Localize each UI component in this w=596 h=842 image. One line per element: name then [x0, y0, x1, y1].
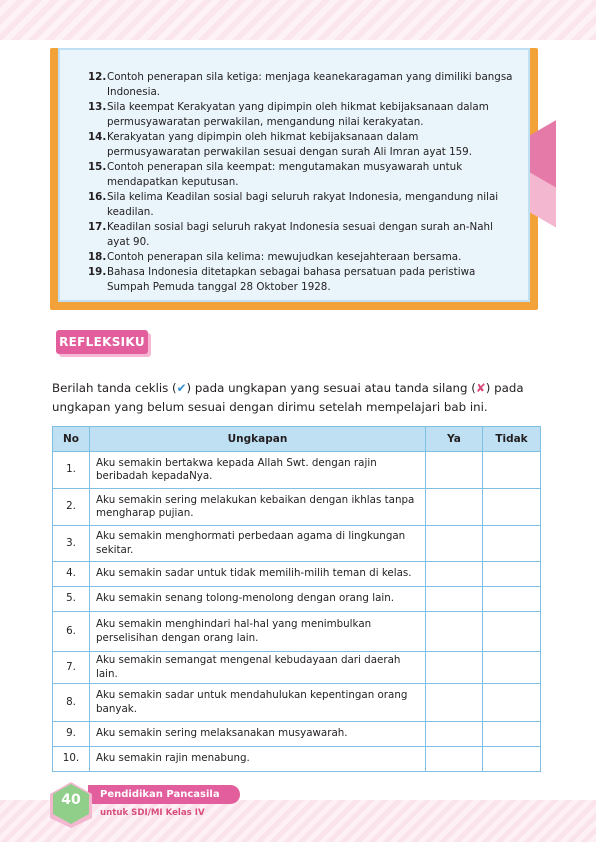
- ya-cell[interactable]: [426, 612, 483, 652]
- table-row: [53, 587, 541, 612]
- row-statement: Aku semakin rajin menabung.: [90, 747, 426, 772]
- header-ungkapan: Ungkapan: [90, 427, 426, 452]
- ya-cell[interactable]: [426, 684, 483, 722]
- table-row: [53, 562, 541, 587]
- section-label: REFLEKSIKU: [56, 330, 148, 354]
- row-number: 1.: [53, 452, 90, 489]
- header-tidak: Tidak: [483, 427, 541, 452]
- row-statement: Aku semakin bertakwa kepada Allah Swt. dengan rajin beribadah kepadaNya.: [90, 452, 426, 489]
- tidak-cell[interactable]: [483, 612, 541, 652]
- list-item: 16. Sila kelima Keadilan sosial bagi seluruh rakyat Indonesia, mengandung nilai keadilan.: [88, 191, 499, 218]
- row-number: 6.: [53, 612, 90, 652]
- list-item: 13. Sila keempat Kerakyatan yang dipimpin oleh hikmat kebijaksanaan dalam permusyawaratan perwakilan, mengandung nilai kerakyatan.: [88, 101, 489, 128]
- ya-cell[interactable]: [426, 452, 483, 489]
- tidak-cell[interactable]: [483, 452, 541, 489]
- ya-cell[interactable]: [426, 489, 483, 526]
- ya-cell[interactable]: [426, 652, 483, 684]
- row-number: 2.: [53, 489, 90, 526]
- row-statement: Aku semakin sering melaksanakan musyawarah.: [90, 722, 426, 747]
- row-number: 5.: [53, 587, 90, 612]
- row-statement: Aku semakin menghormati perbedaan agama di lingkungan sekitar.: [90, 526, 426, 562]
- summary-list: [88, 70, 513, 295]
- tidak-cell[interactable]: [483, 587, 541, 612]
- reflection-table: [52, 426, 541, 772]
- list-item: 14. Kerakyatan yang dipimpin oleh hikmat kebijaksanaan dalam permusyawaratan perwakilan sesuai dengan surah Ali Imran ayat 159.: [88, 131, 473, 158]
- book-subtitle: untuk SDI/MI Kelas IV: [100, 808, 205, 818]
- row-number: 3.: [53, 526, 90, 562]
- row-statement: Aku semakin menghindari hal-hal yang menimbulkan perselisihan dengan orang lain.: [90, 612, 426, 652]
- tidak-cell[interactable]: [483, 722, 541, 747]
- check-icon: ✔: [176, 381, 187, 395]
- row-statement: Aku semakin sadar untuk tidak memilih-milih teman di kelas.: [90, 562, 426, 587]
- top-decorative-band: [0, 0, 596, 40]
- row-statement: Aku semakin senang tolong-menolong dengan orang lain.: [90, 587, 426, 612]
- tidak-cell[interactable]: [483, 747, 541, 772]
- table-row: [53, 612, 541, 652]
- cross-icon: ✘: [475, 381, 486, 395]
- page-number: 40: [61, 792, 81, 808]
- list-item: 15. Contoh penerapan sila keempat: mengutamakan musyawarah untuk mendapatkan keputusan.: [88, 161, 463, 188]
- tidak-cell[interactable]: [483, 652, 541, 684]
- ya-cell[interactable]: [426, 587, 483, 612]
- row-number: 7.: [53, 652, 90, 684]
- list-item: 19. Bahasa Indonesia ditetapkan sebagai bahasa persatuan pada peristiwa Sumpah Pemuda tanggal 28 Oktober 1928.: [88, 266, 476, 293]
- table-row: [53, 489, 541, 526]
- tidak-cell[interactable]: [483, 684, 541, 722]
- list-item: 17. Keadilan sosial bagi seluruh rakyat Indonesia sesuai dengan surah an-Nahl ayat 90.: [88, 221, 493, 248]
- tidak-cell[interactable]: [483, 562, 541, 587]
- row-statement: Aku semakin sering melakukan kebaikan dengan ikhlas tanpa mengharap pujian.: [90, 489, 426, 526]
- table-row: [53, 652, 541, 684]
- table-row: [53, 684, 541, 722]
- ya-cell[interactable]: [426, 562, 483, 587]
- row-statement: Aku semakin sadar untuk mendahulukan kepentingan orang banyak.: [90, 684, 426, 722]
- ya-cell[interactable]: [426, 526, 483, 562]
- table-header-row: [53, 427, 541, 452]
- table-row: [53, 747, 541, 772]
- table-row: [53, 452, 541, 489]
- list-item: 12. Contoh penerapan sila ketiga: menjaga keanekaragaman yang dimiliki bangsa Indonesia.: [88, 71, 513, 98]
- tidak-cell[interactable]: [483, 526, 541, 562]
- table-row: [53, 722, 541, 747]
- tidak-cell[interactable]: [483, 489, 541, 526]
- row-number: 4.: [53, 562, 90, 587]
- table-row: [53, 526, 541, 562]
- row-statement: Aku semakin semangat mengenal kebudayaan dari daerah lain.: [90, 652, 426, 684]
- list-item: 18. Contoh penerapan sila kelima: mewujudkan kesejahteraan bersama.: [88, 251, 462, 263]
- header-ya: Ya: [426, 427, 483, 452]
- header-no: No: [53, 427, 90, 452]
- row-number: 9.: [53, 722, 90, 747]
- row-number: 10.: [53, 747, 90, 772]
- book-title: Pendidikan Pancasila: [88, 785, 240, 804]
- instruction-text: Berilah tanda ceklis (✔) pada ungkapan yang sesuai atau tanda silang (✘) pada ungkapan yang belum sesuai dengan dirimu setelah mempelajari bab ini.: [52, 381, 524, 414]
- row-number: 8.: [53, 684, 90, 722]
- ya-cell[interactable]: [426, 722, 483, 747]
- ya-cell[interactable]: [426, 747, 483, 772]
